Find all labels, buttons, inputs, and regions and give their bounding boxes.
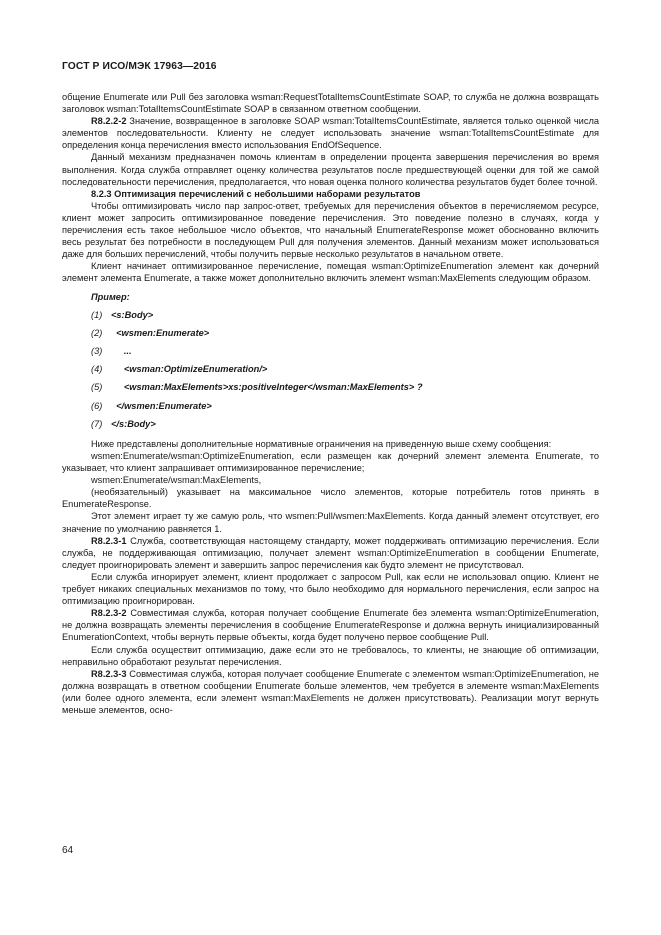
paragraph-constraints: Ниже представлены дополнительные нормативные ограничения на приведенную выше схему сообщения: — [91, 438, 552, 449]
code-line: (4) <wsman:OptimizeEnumeration/> — [91, 364, 268, 375]
paragraph-ignore: Если служба игнорирует элемент, клиент продолжает с запросом Pull, как если не использовал опцию. Клиент не требует никаких специальных механизмов по тому, что было необходимо для нормального перечисления, если запрос на оптимизацию проигнорирован. — [62, 571, 599, 607]
requirement-text: Совместимая служба, которая получает сообщение Enumerate без элемента wsman:OptimizeEnumeration, не должна возвращать элементы перечисления в сообщение EnumerateResponse и должна вернуть инициализированный EnumerationContext, чтобы вернуть первые объекты, когда будет получено первое сообщение Pull. — [62, 608, 599, 643]
paragraph-maxelements-desc: (необязательный) указывает на максимальное число элементов, которые потребитель готов принять в EnumerateResponse. — [62, 487, 599, 510]
code-line: (7) </s:Body> — [91, 418, 156, 429]
requirement-id: R8.2.3-2 — [91, 608, 127, 619]
requirement-text: Служба, соответствующая настоящему стандарту, может поддерживать оптимизацию перечисления. Если служба, не поддерживающая оптимизацию, получает элемент wsman:OptimizeEnumeration в сообщении Enumerate, следует проигнорировать элемент и завершить запрос перечисления как будто элемент не присутствовал. — [62, 535, 599, 570]
paragraph-client-starts: Клиент начинает оптимизированное перечисление, помещая wsman:OptimizeEnumeration элемент как дочерний элемент элемента Enumerate, а также может дополнительно включить элемент wsman:MaxElements следующим образом. — [62, 261, 599, 284]
requirement-id: R8.2.2-2 — [91, 116, 127, 127]
requirement-r8231 — [62, 535, 599, 571]
code-line: (1) <s:Body> — [91, 309, 154, 320]
page-body — [62, 91, 599, 716]
code-line: (6) </wsmen:Enumerate> — [91, 400, 212, 411]
requirement-id: R8.2.3-1 — [91, 535, 127, 546]
code-example — [62, 306, 599, 433]
section-heading-8-2-3: 8.2.3 Оптимизация перечислений с небольшими наборами результатов — [91, 188, 421, 199]
example-label: Пример: — [91, 291, 130, 302]
paragraph-same-role: Этот элемент играет ту же самую роль, что wsmen:Pull/wsmen:MaxElements. Когда данный элемент отсутствует, его значение по умолчанию равняется 1. — [62, 511, 599, 534]
paragraph-optimize-intro: Чтобы оптимизировать число пар запрос-ответ, требуемых для перечисления объектов в перечисляемом ресурсе, клиент может запросить оптимизированное поведение перечисления. Это поведение полезно в случаях, когда у перечисления есть такое небольшое число объектов, что начальный EnumerateResponse может обоснованно включить весь результат без потребности в последующем Pull для получения элементов. Данный механизм может использоваться даже для больших перечислений, чтобы получить первые несколько результатов в начальном ответе. — [62, 200, 599, 260]
paragraph-unaware-clients: Если служба осуществит оптимизацию, даже если это не требовалось, то клиенты, не знающие об оптимизации, неправильно обработают результат перечисления. — [62, 644, 599, 667]
requirement-text: Значение, возвращенное в заголовке SOAP wsman:TotalItemsCountEstimate, является только оценкой числа элементов последовательности. Клиенту не следует использовать значение wsman:TotalItemsCountEstimate для определения конца перечисления вместо использования EndOfSequence. — [62, 116, 599, 151]
code-line: (5) <wsman:MaxElements>xs:positiveInteger</wsman:MaxElements> ? — [91, 382, 423, 393]
requirement-r8232 — [62, 607, 599, 643]
code-line: (2) <wsmen:Enumerate> — [91, 327, 210, 338]
requirement-id: R8.2.3-3 — [91, 668, 127, 679]
requirement-r8222 — [62, 115, 599, 151]
paragraph-mechanism: Данный механизм предназначен помочь клиентам в определении процента завершения перечисления во время выполнения. Когда служба отправляет оценку количества результатов после предшествующей оценки для той же самой последовательности перечисления, предполагается, что новая оценка полного количества результатов будет более точной. — [62, 152, 599, 187]
paragraph-optimize-element: wsmen:Enumerate/wsman:OptimizeEnumeration, если размещен как дочерний элемент элемента Enumerate, то указывает, что клиент запрашивает оптимизированное перечисление; — [62, 451, 599, 474]
requirement-text: Совместимая служба, которая получает сообщение Enumerate с элементом wsman:OptimizeEnumeration, не должна возвращать в ответном сообщении Enumerate больше элементов, чем требуется в элементе wsman:MaxElements (или более одного элемента, если элемент wsman:MaxElements не должен присутствовать). Реализации могут вернуть меньше элементов, осно- — [62, 668, 599, 715]
paragraph-continuation: общение Enumerate или Pull без заголовка wsman:RequestTotalItemsCountEstimate SOAP, то служба не должна возвращать заголовок wsman:TotalItemsCountEstimate SOAP в связанном ответном сообщении. — [62, 92, 599, 115]
standard-header: ГОСТ Р ИСО/МЭК 17963—2016 — [62, 61, 217, 72]
requirement-r8233 — [62, 668, 599, 716]
code-line: (3) ... — [91, 345, 132, 356]
paragraph-maxelements: wsmen:Enumerate/wsman:MaxElements, — [91, 475, 262, 486]
page-number: 64 — [62, 845, 74, 856]
